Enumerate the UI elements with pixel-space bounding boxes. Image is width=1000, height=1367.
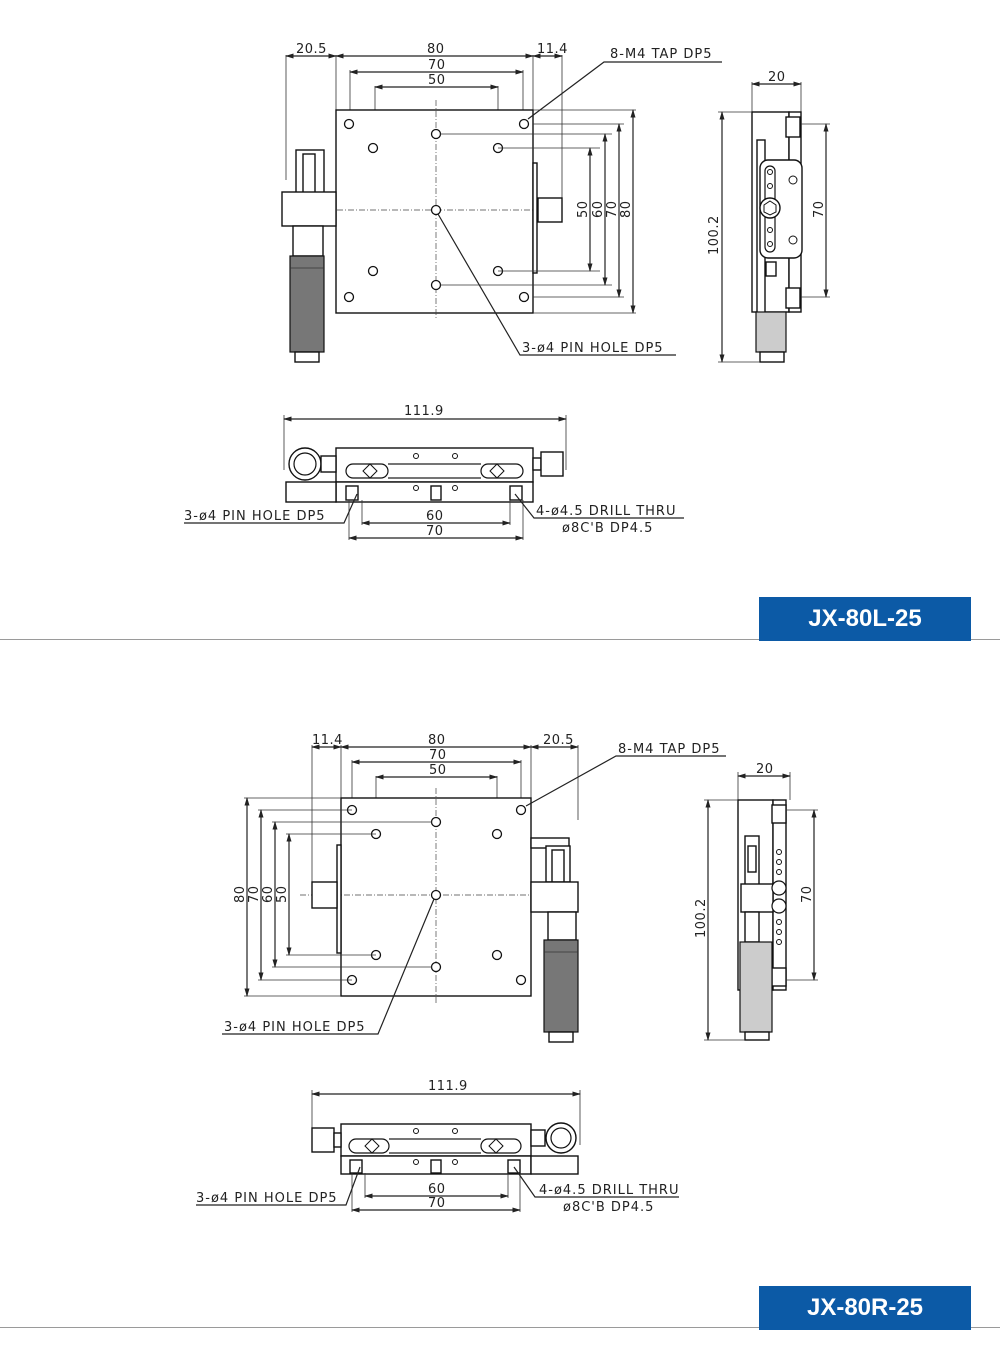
dim-top-right-offset: 20.5 bbox=[543, 733, 574, 748]
front-callout-counterbore: ø8C'B DP4.5 bbox=[562, 521, 654, 536]
side-width: 20 bbox=[768, 70, 786, 85]
dim-top-width-80: 80 bbox=[428, 733, 446, 748]
dim-left-70: 70 bbox=[247, 885, 262, 903]
dim-top-left-offset: 20.5 bbox=[296, 42, 327, 57]
front-dim-60: 60 bbox=[426, 509, 444, 524]
front-dim-70: 70 bbox=[426, 524, 444, 539]
front-callout-drill: 4-ø4.5 DRILL THRU bbox=[536, 504, 677, 519]
dim-right-70: 70 bbox=[605, 200, 620, 218]
front-dim-70: 70 bbox=[428, 1196, 446, 1211]
dim-left-80: 80 bbox=[233, 885, 248, 903]
front-callout-counterbore: ø8C'B DP4.5 bbox=[563, 1200, 655, 1215]
dim-right-80: 80 bbox=[619, 200, 634, 218]
dim-top-hole-50: 50 bbox=[428, 73, 446, 88]
side-pitch: 70 bbox=[800, 885, 815, 903]
callout-tap-holes: 8-M4 TAP DP5 bbox=[610, 47, 713, 62]
callout-tap-holes: 8-M4 TAP DP5 bbox=[618, 742, 721, 757]
bottom-plan-view bbox=[222, 745, 726, 1042]
dim-left-50: 50 bbox=[275, 885, 290, 903]
front-callout-pin: 3-ø4 PIN HOLE DP5 bbox=[184, 509, 326, 524]
top-side-view bbox=[718, 82, 830, 362]
front-callout-pin: 3-ø4 PIN HOLE DP5 bbox=[196, 1191, 338, 1206]
model-badge-top: JX-80L-25 bbox=[759, 597, 971, 641]
dim-top-hole-70: 70 bbox=[429, 748, 447, 763]
front-overall: 111.9 bbox=[428, 1079, 468, 1094]
dim-right-50: 50 bbox=[576, 200, 591, 218]
dim-right-60: 60 bbox=[591, 200, 606, 218]
side-height: 100.2 bbox=[694, 898, 709, 938]
bottom-side-view bbox=[704, 772, 818, 1040]
dim-top-left-offset: 11.4 bbox=[312, 733, 343, 748]
model-badge-bottom: JX-80R-25 bbox=[759, 1286, 971, 1330]
side-pitch: 70 bbox=[812, 200, 827, 218]
dim-left-60: 60 bbox=[261, 885, 276, 903]
side-height: 100.2 bbox=[707, 215, 722, 255]
dim-top-right-offset: 11.4 bbox=[537, 42, 568, 57]
side-width: 20 bbox=[756, 762, 774, 777]
dim-top-hole-50: 50 bbox=[429, 763, 447, 778]
callout-pin-hole: 3-ø4 PIN HOLE DP5 bbox=[224, 1020, 366, 1035]
top-plan-view bbox=[282, 55, 722, 362]
front-dim-60: 60 bbox=[428, 1182, 446, 1197]
dim-top-hole-70: 70 bbox=[428, 58, 446, 73]
callout-pin-hole: 3-ø4 PIN HOLE DP5 bbox=[522, 341, 664, 356]
front-overall: 111.9 bbox=[404, 404, 444, 419]
dim-top-width-80: 80 bbox=[427, 42, 445, 57]
front-callout-drill: 4-ø4.5 DRILL THRU bbox=[539, 1183, 680, 1198]
